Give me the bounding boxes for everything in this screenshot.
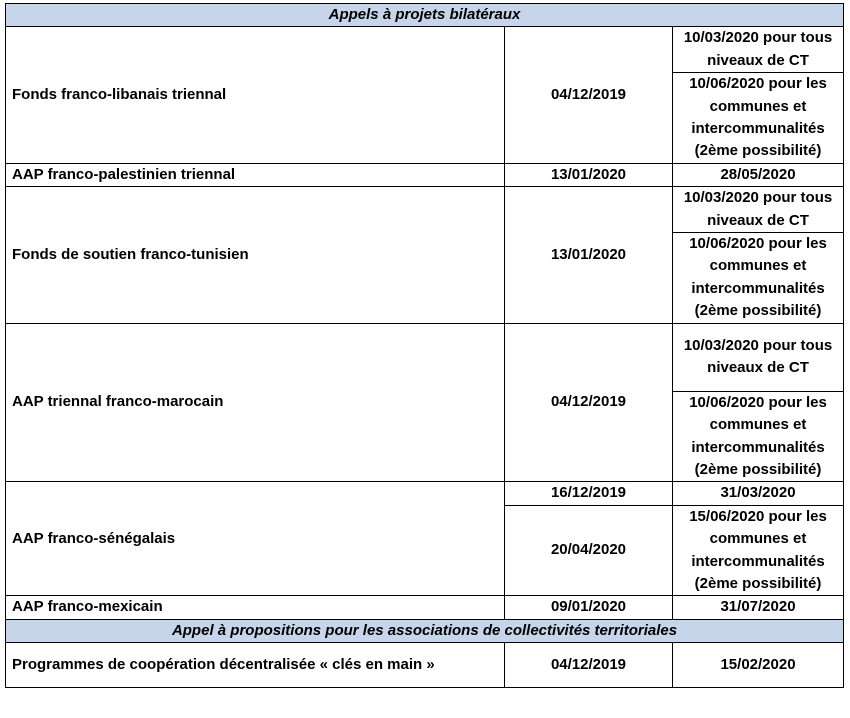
program-name: AAP franco-mexicain <box>6 596 505 619</box>
table-row <box>6 643 844 688</box>
open-date: 20/04/2020 <box>505 505 673 596</box>
program-name: Fonds franco-libanais triennal <box>6 27 505 163</box>
section-title-associations: Appel à propositions pour les associations de collectivités territoriales <box>6 619 844 642</box>
section-header-row <box>6 619 844 642</box>
open-date: 09/01/2020 <box>505 596 673 619</box>
deadline-date: 31/07/2020 <box>673 596 844 619</box>
open-date: 04/12/2019 <box>505 643 673 688</box>
table-row <box>6 187 844 233</box>
table-row <box>6 482 844 505</box>
deadline-date: 10/06/2020 pour les communes et intercommunalités (2ème possibilité) <box>673 73 844 164</box>
section-title-bilateral: Appels à projets bilatéraux <box>6 4 844 27</box>
program-name: Programmes de coopération décentralisée « clés en main » <box>6 643 505 688</box>
open-date: 04/12/2019 <box>505 323 673 482</box>
deadline-date: 10/03/2020 pour tous niveaux de CT <box>673 27 844 73</box>
open-date: 13/01/2020 <box>505 163 673 186</box>
program-name: Fonds de soutien franco-tunisien <box>6 187 505 323</box>
deadline-date: 10/03/2020 pour tous niveaux de CT <box>673 187 844 233</box>
table-row <box>6 596 844 619</box>
program-name: AAP triennal franco-marocain <box>6 323 505 482</box>
table-row <box>6 163 844 186</box>
deadline-date: 10/06/2020 pour les communes et intercommunalités (2ème possibilité) <box>673 233 844 324</box>
section-header-row <box>6 4 844 27</box>
open-date: 13/01/2020 <box>505 187 673 323</box>
program-name: AAP franco-sénégalais <box>6 482 505 596</box>
deadline-date: 31/03/2020 <box>673 482 844 505</box>
table-row <box>6 27 844 73</box>
table-row <box>6 323 844 391</box>
deadline-date: 15/02/2020 <box>673 643 844 688</box>
deadline-date: 10/03/2020 pour tous niveaux de CT <box>673 323 844 391</box>
deadline-date: 15/06/2020 pour les communes et intercommunalités (2ème possibilité) <box>673 505 844 596</box>
open-date: 04/12/2019 <box>505 27 673 163</box>
open-date: 16/12/2019 <box>505 482 673 505</box>
calls-table <box>5 3 844 688</box>
program-name: AAP franco-palestinien triennal <box>6 163 505 186</box>
deadline-date: 28/05/2020 <box>673 163 844 186</box>
deadline-date: 10/06/2020 pour les communes et intercommunalités (2ème possibilité) <box>673 391 844 482</box>
